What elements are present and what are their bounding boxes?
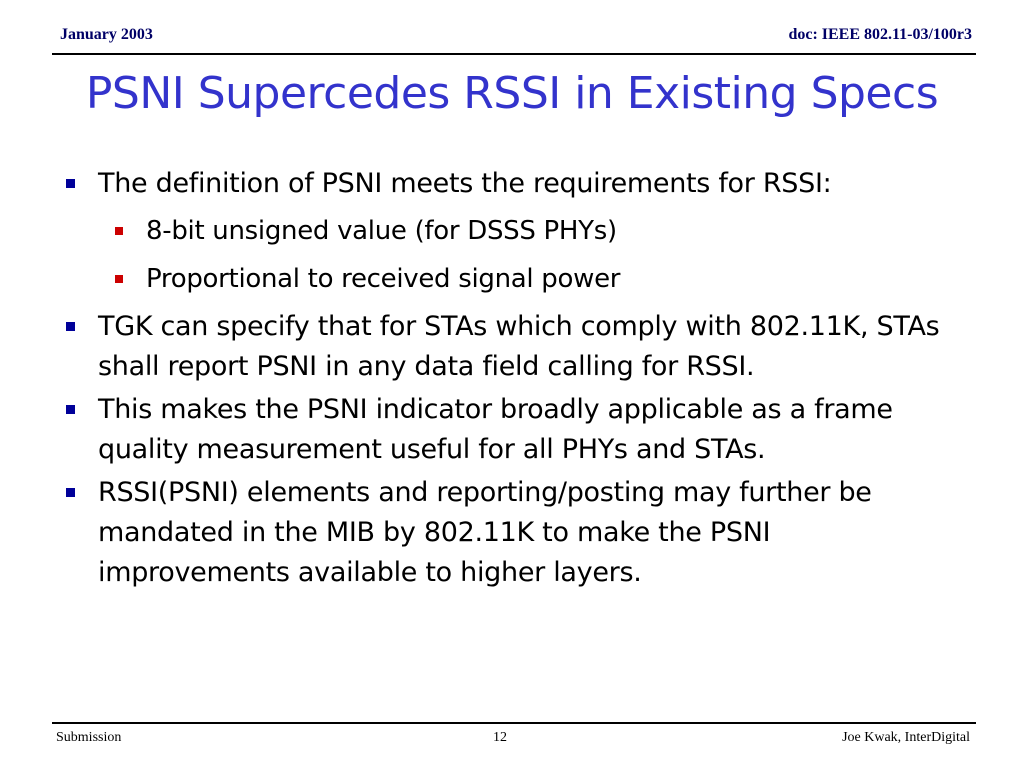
header-date: January 2003 — [60, 26, 153, 43]
slide-title: PSNI Supercedes RSSI in Existing Specs — [85, 68, 939, 119]
bullet-item — [0, 390, 1024, 470]
square-bullet-icon — [66, 179, 75, 188]
sub-bullet-item — [0, 255, 1024, 303]
bullet-text: This makes the PSNI indicator broadly applicable as a frame quality measurement useful for all PHYs and STAs. — [98, 394, 893, 465]
bullet-text: TGK can specify that for STAs which comply with 802.11K, STAs shall report PSNI in any data field calling for RSSI. — [98, 311, 940, 382]
bullet-list — [0, 164, 1024, 596]
page-number: 12 — [493, 730, 507, 745]
footer-author: Joe Kwak, InterDigital — [842, 730, 970, 745]
bullet-item — [0, 164, 1024, 204]
square-bullet-icon — [115, 275, 123, 283]
footer-submission: Submission — [56, 730, 122, 745]
bullet-item — [0, 473, 1024, 593]
bullet-text: RSSI(PSNI) elements and reporting/posting may further be mandated in the MIB by 802.11K to make the PSNI improvements available to higher layers. — [98, 477, 872, 588]
sub-bullet-text: Proportional to received signal power — [146, 264, 621, 294]
header-doc-id: doc: IEEE 802.11-03/100r3 — [788, 26, 972, 43]
footer-rule — [52, 722, 976, 724]
sub-bullet-item — [0, 207, 1024, 255]
square-bullet-icon — [66, 405, 75, 414]
sub-bullet-text: 8-bit unsigned value (for DSSS PHYs) — [146, 216, 617, 246]
square-bullet-icon — [115, 227, 123, 235]
bullet-text: The definition of PSNI meets the requirements for RSSI: — [98, 168, 832, 199]
bullet-item — [0, 307, 1024, 387]
square-bullet-icon — [66, 488, 75, 497]
header-rule — [52, 53, 976, 55]
square-bullet-icon — [66, 322, 75, 331]
